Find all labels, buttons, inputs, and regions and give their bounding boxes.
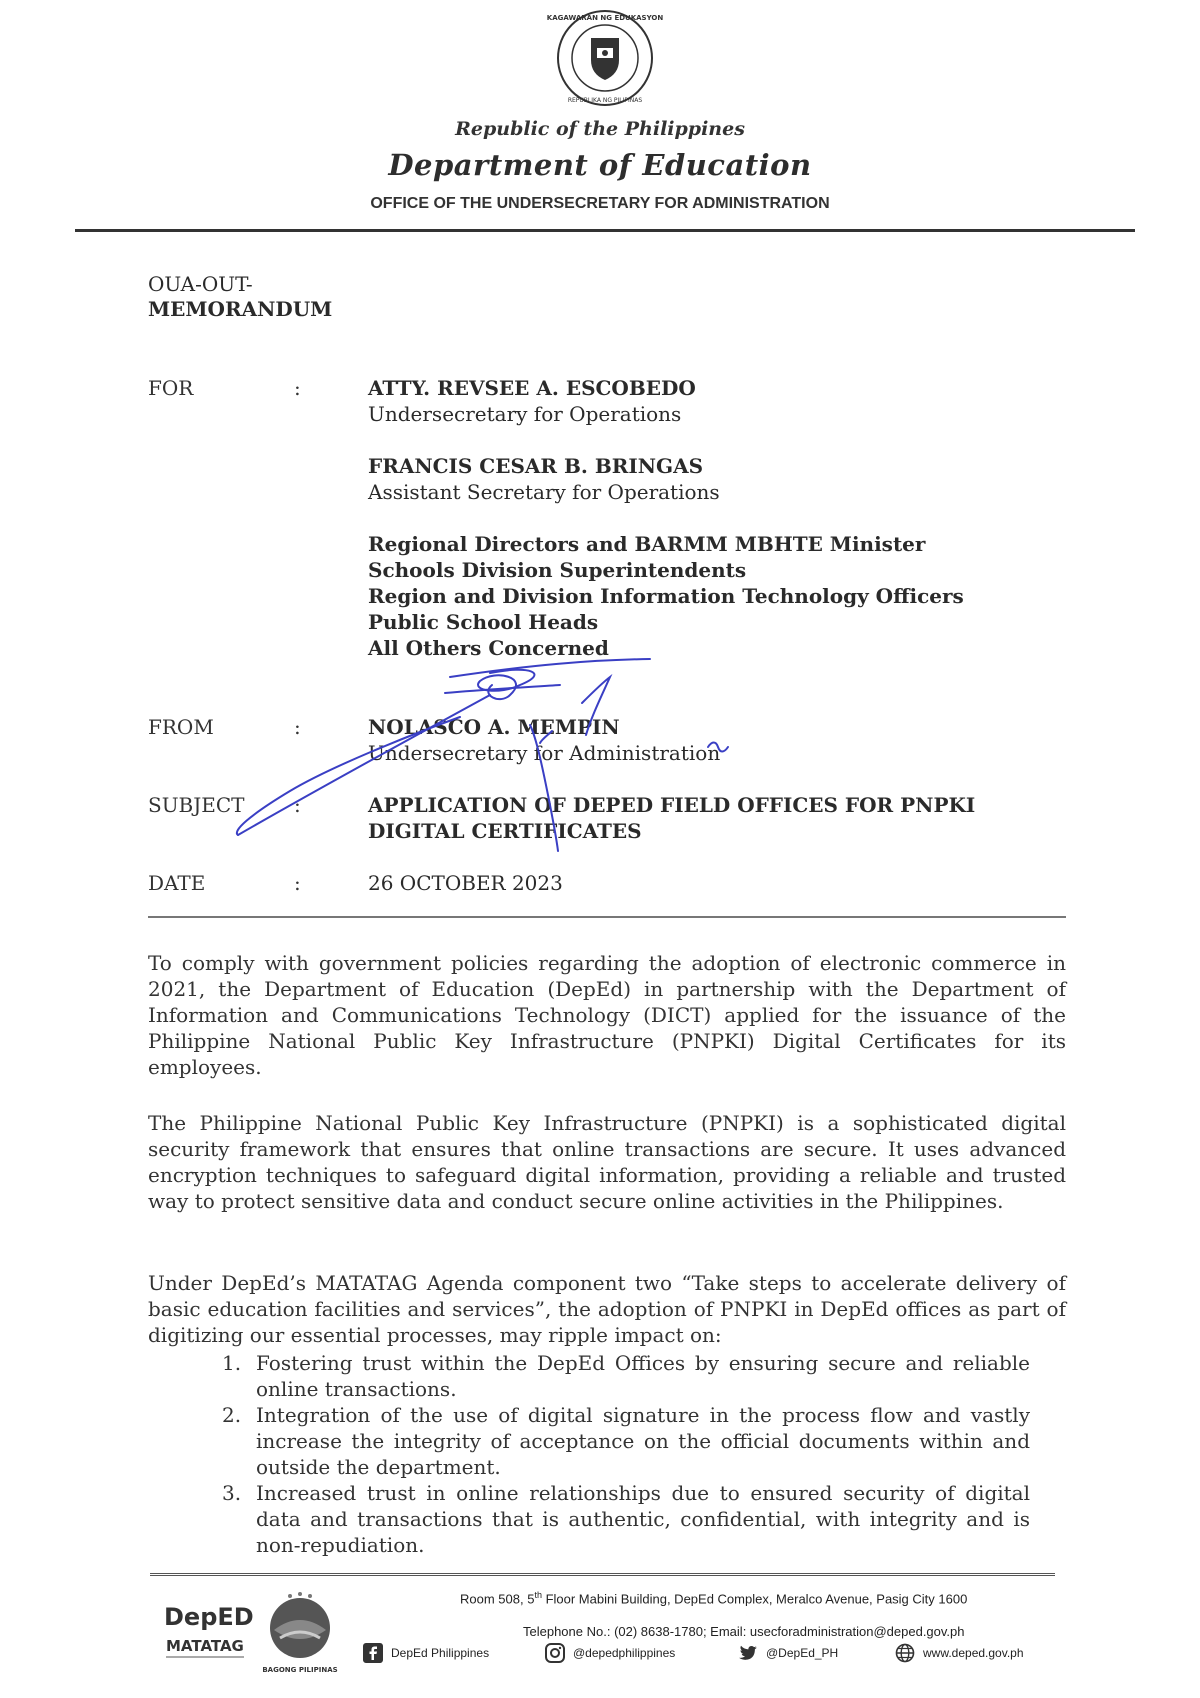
recipient-name-2: FRANCIS CESAR B. BRINGAS <box>368 454 704 478</box>
bagong-pilipinas-text: BAGONG PILIPINAS <box>262 1666 338 1674</box>
subject-colon: : <box>294 793 301 817</box>
svg-text:REPUBLIKA NG PILIPINAS: REPUBLIKA NG PILIPINAS <box>567 97 643 104</box>
footer-address: Room 508, 5th Floor Mabini Building, DepEd Complex, Meralco Avenue, Pasig City 1600 <box>460 1590 968 1607</box>
header-divider <box>75 229 1135 232</box>
header-body-divider <box>148 916 1066 918</box>
list-item-text: Fostering trust within the DepEd Offices by ensuring secure and reliable online transactions. <box>256 1351 1030 1401</box>
paragraph-1: To comply with government policies regarding the adoption of electronic commerce in 2021, the Department of Education (DepEd) in partnership with the Department of Information and Communications Technology (DICT) applied for the issuance of the Philippine National Public Key Infrastructure (PNPKI) Digital Certificates for its employees. <box>148 951 1066 1079</box>
handwritten-signature <box>230 655 790 855</box>
svg-text:KAGAWARAN NG EDUKASYON: KAGAWARAN NG EDUKASYON <box>546 14 664 22</box>
twitter-handle: @DepEd_PH <box>766 1646 839 1660</box>
recipient-group: Schools Division Superintendents <box>368 558 747 582</box>
deped-logo-text: DepED <box>164 1603 254 1631</box>
from-label: FROM <box>148 715 214 739</box>
list-item <box>210 1402 1030 1480</box>
recipient-group: Regional Directors and BARMM MBHTE Minister <box>368 532 926 556</box>
list-item-number: 3. <box>222 1481 242 1505</box>
footer-contact: Telephone No.: (02) 8638-1780; Email: usecforadministration@deped.gov.ph <box>523 1624 965 1639</box>
memo-date: 26 OCTOBER 2023 <box>368 871 563 895</box>
instagram-icon <box>545 1643 565 1663</box>
for-colon: : <box>294 376 301 400</box>
matatag-text: MATATAG <box>166 1637 244 1655</box>
recipient-title-1: Undersecretary for Operations <box>368 402 682 426</box>
list-item-number: 1. <box>222 1351 242 1375</box>
recipient-group: All Others Concerned <box>368 636 609 660</box>
for-label: FOR <box>148 376 194 400</box>
deped-seal <box>546 8 664 108</box>
department-heading: Department of Education <box>388 148 812 182</box>
sender-title: Undersecretary for Administration <box>368 741 721 765</box>
list-item-text: Integration of the use of digital signature in the process flow and vastly increase the integrity of acceptance on the official documents within and outside the department. <box>256 1403 1030 1479</box>
facebook-icon <box>363 1643 383 1663</box>
sender-name: NOLASCO A. MEMPIN <box>368 715 620 739</box>
recipient-group: Region and Division Information Technology Officers <box>368 584 964 608</box>
twitter-icon <box>738 1643 758 1663</box>
recipient-name-1: ATTY. REVSEE A. ESCOBEDO <box>368 376 696 400</box>
website-url: www.deped.gov.ph <box>923 1646 1024 1660</box>
paragraph-3: Under DepEd’s MATATAG Agenda component two “Take steps to accelerate delivery of basic education facilities and services”, the adoption of PNPKI in DepEd offices as part of digitizing our essential processes, may ripple impact on: <box>148 1271 1066 1347</box>
list-item-number: 2. <box>222 1403 242 1427</box>
deped-matatag-logo <box>160 1595 254 1670</box>
instagram-handle: @depedphilippines <box>573 1646 676 1660</box>
facebook-handle: DepEd Philippines <box>391 1646 490 1660</box>
office-heading: OFFICE OF THE UNDERSECRETARY FOR ADMINISTRATION <box>370 195 830 212</box>
date-label: DATE <box>148 871 206 895</box>
list-item <box>210 1350 1030 1402</box>
globe-icon <box>895 1643 915 1663</box>
subject-line-2: DIGITAL CERTIFICATES <box>368 819 642 843</box>
subject-label: SUBJECT <box>148 793 245 817</box>
list-item <box>210 1480 1030 1558</box>
paragraph-2: The Philippine National Public Key Infrastructure (PNPKI) is a sophisticated digital security framework that ensures that online transactions are secure. It uses advanced encryption techniques to safeguard digital information, providing a reliable and trusted way to protect sensitive data and conduct secure online activities in the Philippines. <box>148 1111 1066 1213</box>
twitter-link[interactable] <box>738 1643 838 1663</box>
memo-title: MEMORANDUM <box>148 297 333 321</box>
impact-list <box>210 1350 1030 1558</box>
subject-line-1: APPLICATION OF DEPED FIELD OFFICES FOR PNPKI <box>368 793 976 817</box>
facebook-link[interactable] <box>363 1643 489 1663</box>
republic-heading: Republic of the Philippines <box>455 118 745 140</box>
recipient-title-2: Assistant Secretary for Operations <box>368 480 720 504</box>
footer-divider <box>150 1573 1055 1576</box>
recipient-group: Public School Heads <box>368 610 599 634</box>
from-colon: : <box>294 715 301 739</box>
bagong-pilipinas-logo <box>260 1590 340 1675</box>
list-item-text: Increased trust in online relationships due to ensured security of digital data and transactions that is authentic, confidential, with integrity and is non-repudiation. <box>256 1481 1030 1557</box>
date-colon: : <box>294 871 301 895</box>
instagram-link[interactable] <box>545 1643 675 1663</box>
memo-code: OUA-OUT- <box>148 272 253 296</box>
website-link[interactable] <box>895 1643 1024 1663</box>
